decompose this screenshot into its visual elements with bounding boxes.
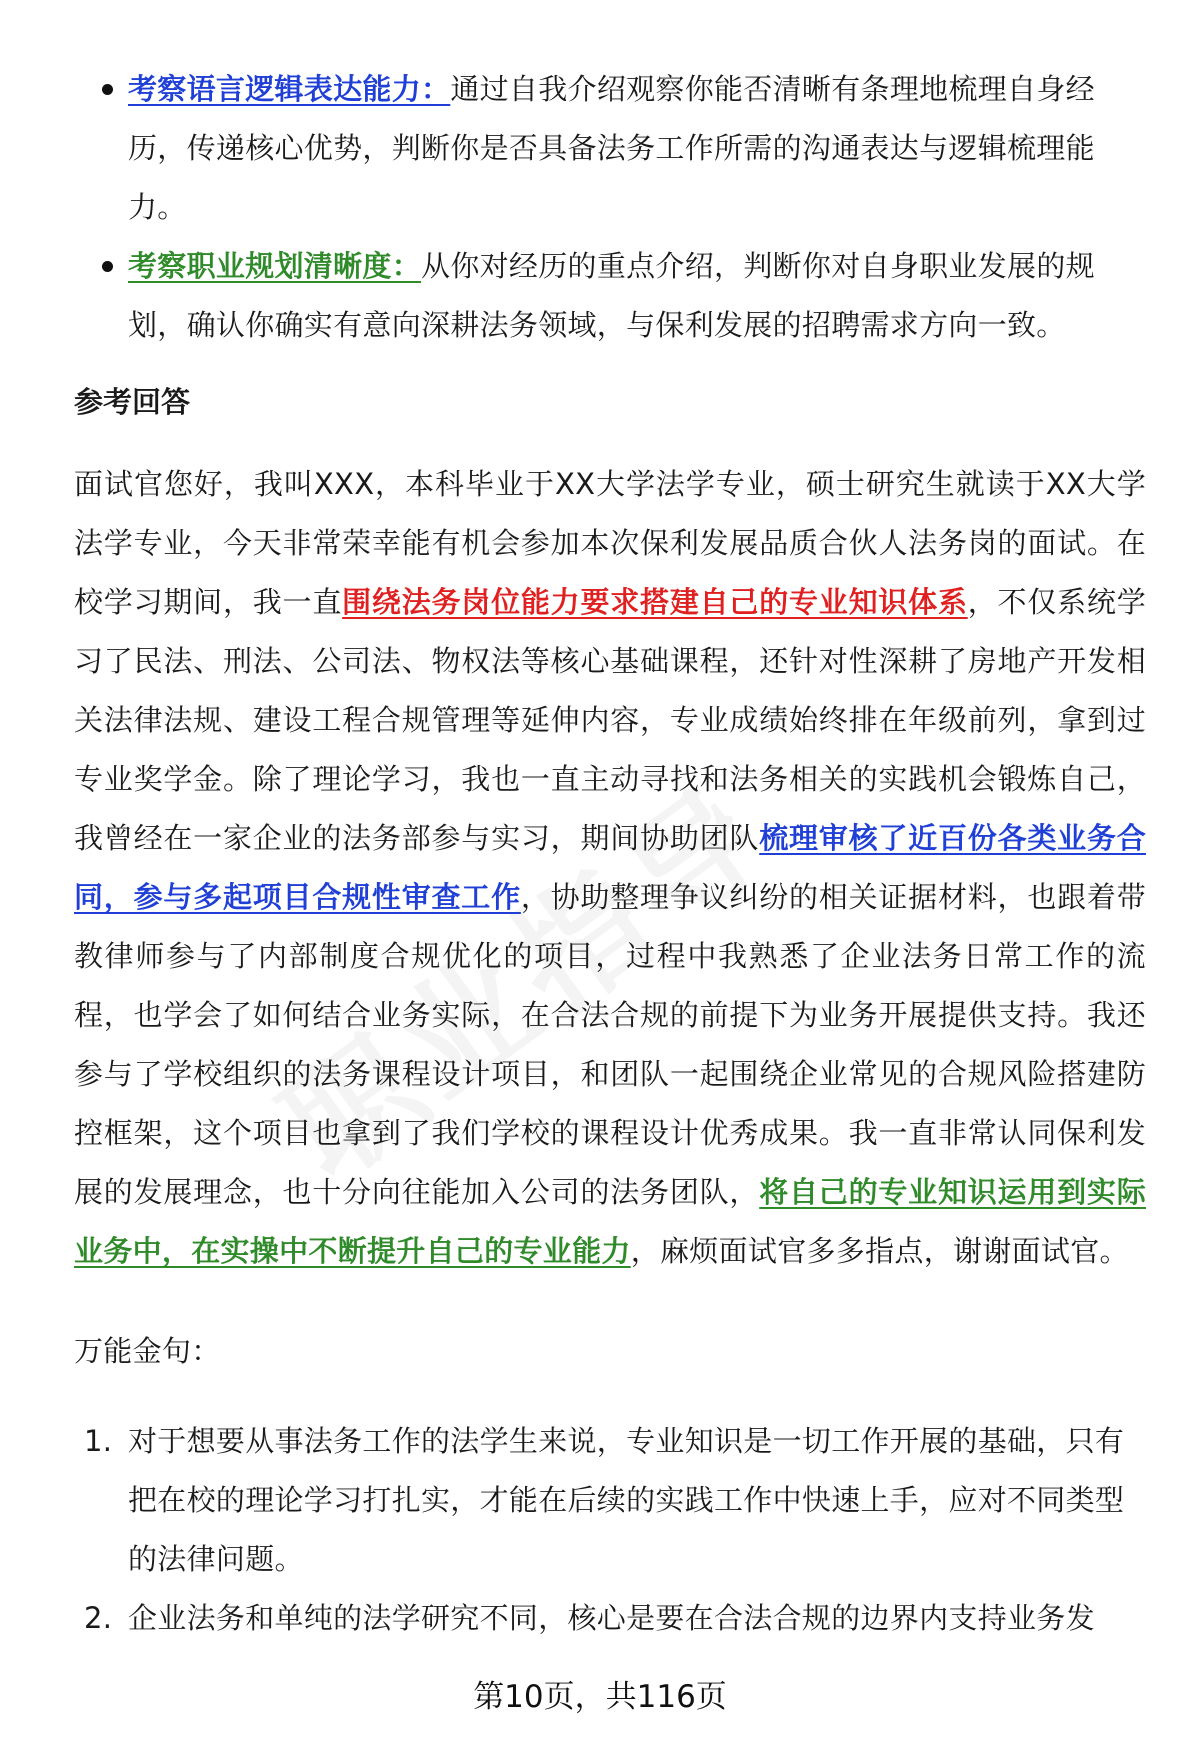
list-item <box>74 1589 1146 1648</box>
bullet-dot-icon <box>102 84 113 95</box>
reference-answer-paragraph <box>74 455 1146 1281</box>
bullet-text: 通过自我介绍观察你能否清晰有条理地梳理自身经历，传递核心优势，判断你是否具备法务工作所需的沟通表达与逻辑梳理能力。 <box>128 72 1095 224</box>
golden-sentences-list <box>74 1412 1146 1648</box>
bullet-label: 考察职业规划清晰度： <box>128 249 422 283</box>
answer-highlight-green: 将自己的专业知识运用到实际业务中，在实操中不断提升自己的专业能力 <box>74 1175 1146 1268</box>
answer-text: ，麻烦面试官多多指点，谢谢面试官。 <box>630 1234 1129 1268</box>
page-number-footer: 第10页，共116页 <box>473 1679 727 1715</box>
golden-sentences-title: 万能金句： <box>74 1334 221 1368</box>
list-text: 企业法务和单纯的法学研究不同，核心是要在合法合规的边界内支持业务发 <box>128 1601 1095 1635</box>
list-item <box>74 1412 1146 1589</box>
list-number: 2. <box>84 1601 113 1635</box>
bullet-dot-icon <box>102 261 113 272</box>
answer-highlight-blue: 梳理审核了近百份各类业务合同，参与多起项目合规性审查工作 <box>74 821 1146 914</box>
answer-text: ，协助整理争议纠纷的相关证据材料，也跟着带教律师参与了内部制度合规优化的项目，过程中我熟悉了企业法务日常工作的流程，也学会了如何结合业务实际，在合法合规的前提下为业务开展提供支持。我还参与了学校组织的法务课程设计项目，和团队一起围绕企业常见的合规风险搭建防控框架，这个项目也拿到了我们学校的课程设计优秀成果。我一直非常认同保利发展的发展理念，也十分向往能加入公司的法务团队， <box>74 880 1146 1209</box>
bullet-item-career <box>74 237 1134 355</box>
answer-highlight-red: 围绕法务岗位能力要求搭建自己的专业知识体系 <box>342 585 968 619</box>
list-number: 1. <box>84 1424 113 1458</box>
bullet-text: 从你对经历的重点介绍，判断你对自身职业发展的规划，确认你确实有意向深耕法务领域，与保利发展的招聘需求方向一致。 <box>128 249 1095 342</box>
answer-text: ，不仅系统学习了民法、刑法、公司法、物权法等核心基础课程，还针对性深耕了房地产开发相关法律法规、建设工程合规管理等延伸内容，专业成绩始终排在年级前列，拿到过专业奖学金。除了理论学习，我也一直主动寻找和法务相关的实践机会锻炼自己，我曾经在一家企业的法务部参与实习，期间协助团队 <box>74 585 1146 855</box>
bullet-label: 考察语言逻辑表达能力： <box>128 72 451 106</box>
answer-text: 面试官您好，我叫XXX，本科毕业于XX大学法学专业，硕士研究生就读于XX大学法学专业，今天非常荣幸能有机会参加本次保利发展品质合伙人法务岗的面试。在校学习期间，我一直 <box>74 467 1146 619</box>
section-heading: 参考回答 <box>74 385 191 419</box>
list-text: 对于想要从事法务工作的法学生来说，专业知识是一切工作开展的基础，只有把在校的理论学习打扎实，才能在后续的实践工作中快速上手，应对不同类型的法律问题。 <box>128 1424 1125 1576</box>
bullet-list <box>74 60 1134 355</box>
bullet-item-language <box>74 60 1134 237</box>
